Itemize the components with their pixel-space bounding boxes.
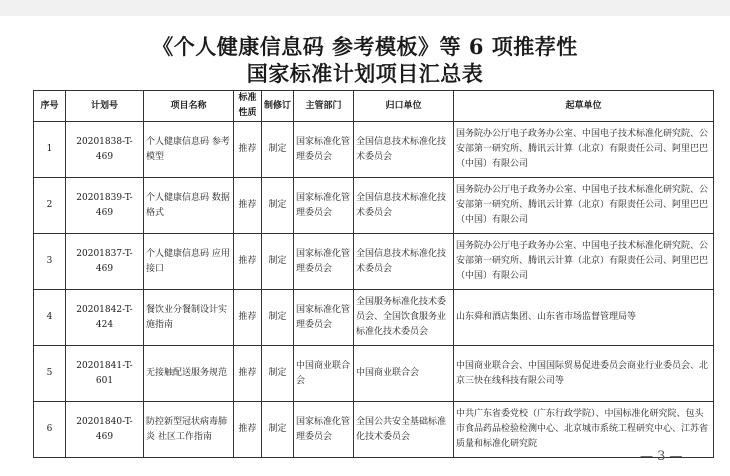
cell-plan: 20201841-T-601	[66, 346, 144, 402]
cell-plan: 20201838-T-469	[66, 122, 144, 178]
cell-nature: 推荐	[234, 234, 262, 290]
cell-revision: 制定	[262, 402, 294, 458]
page-number: — 3 —	[640, 449, 683, 464]
col-header-revision: 制修订	[262, 91, 294, 122]
col-header-plan: 计划号	[66, 91, 144, 122]
cell-no: 5	[34, 346, 66, 402]
cell-plan: 20201837-T-469	[66, 234, 144, 290]
cell-nature: 推荐	[234, 346, 262, 402]
cell-dept: 国家标准化管理委员会	[294, 234, 354, 290]
cell-drafters: 山东舜和酒店集团、山东省市场监督管理局等	[454, 290, 714, 346]
table-row	[34, 346, 714, 402]
cell-revision: 制定	[262, 234, 294, 290]
cell-revision: 制定	[262, 178, 294, 234]
cell-unit: 全国信息技术标准化技术委员会	[354, 234, 454, 290]
cell-nature: 推荐	[234, 290, 262, 346]
table-row	[34, 290, 714, 346]
table-row	[34, 234, 714, 290]
col-header-name: 项目名称	[144, 91, 234, 122]
cell-no: 1	[34, 122, 66, 178]
page-title	[0, 33, 730, 87]
col-header-nature: 标准性质	[234, 91, 262, 122]
cell-dept: 中国商业联合会	[294, 346, 354, 402]
cell-unit: 全国信息技术标准化技术委员会	[354, 122, 454, 178]
cell-nature: 推荐	[234, 122, 262, 178]
title-line-1: 《个人健康信息码 参考模板》等 6 项推荐性	[152, 34, 578, 59]
cell-nature: 推荐	[234, 402, 262, 458]
cell-nature: 推荐	[234, 178, 262, 234]
cell-no: 4	[34, 290, 66, 346]
table-row	[34, 402, 714, 458]
cell-plan: 20201840-T-469	[66, 402, 144, 458]
cell-name: 无接触配送服务规范	[144, 346, 234, 402]
cell-name: 个人健康信息码 数据格式	[144, 178, 234, 234]
cell-drafters: 中共广东省委党校（广东行政学院）、中国标准化研究院、包头市食品药品检验检测中心、北京城市系统工程研究中心、江苏省质量和标准化研究院	[454, 402, 714, 458]
summary-table	[33, 90, 714, 458]
col-header-unit: 归口单位	[354, 91, 454, 122]
col-header-no: 序号	[34, 91, 66, 122]
cell-drafters: 中国商业联合会、中国国际贸易促进委员会商业行业委员会、北京三快在线科技有限公司等	[454, 346, 714, 402]
table-row	[34, 122, 714, 178]
cell-drafters: 国务院办公厅电子政务办公室、中国电子技术标准化研究院、公安部第一研究所、腾讯云计算（北京）有限责任公司、阿里巴巴（中国）有限公司	[454, 234, 714, 290]
cell-unit: 全国公共安全基础标准化技术委员会	[354, 402, 454, 458]
cell-name: 个人健康信息码 参考模型	[144, 122, 234, 178]
col-header-drafters: 起草单位	[454, 91, 714, 122]
cell-unit: 全国信息技术标准化技术委员会	[354, 178, 454, 234]
cell-drafters: 国务院办公厅电子政务办公室、中国电子技术标准化研究院、公安部第一研究所、腾讯云计算（北京）有限责任公司、阿里巴巴（中国）有限公司	[454, 178, 714, 234]
header-row	[34, 91, 714, 122]
cell-no: 2	[34, 178, 66, 234]
cell-dept: 国家标准化管理委员会	[294, 178, 354, 234]
cell-revision: 制定	[262, 290, 294, 346]
cell-revision: 制定	[262, 122, 294, 178]
cell-plan: 20201839-T-469	[66, 178, 144, 234]
cell-name: 个人健康信息码 应用接口	[144, 234, 234, 290]
cell-unit: 中国商业联合会	[354, 346, 454, 402]
cell-unit: 全国服务标准化技术委员会、全国饮食服务业标准化技术委员会	[354, 290, 454, 346]
cell-no: 3	[34, 234, 66, 290]
title-line-2: 国家标准计划项目汇总表	[246, 61, 484, 86]
table-row	[34, 178, 714, 234]
cell-name: 防控新型冠状病毒肺炎 社区工作指南	[144, 402, 234, 458]
cell-plan: 20201842-T-424	[66, 290, 144, 346]
cell-dept: 国家标准化管理委员会	[294, 402, 354, 458]
col-header-dept: 主管部门	[294, 91, 354, 122]
cell-no: 6	[34, 402, 66, 458]
cell-revision: 制定	[262, 346, 294, 402]
cell-dept: 国家标准化管理委员会	[294, 122, 354, 178]
cell-dept: 国家标准化管理委员会	[294, 290, 354, 346]
cell-drafters: 国务院办公厅电子政务办公室、中国电子技术标准化研究院、公安部第一研究所、腾讯云计算（北京）有限责任公司、阿里巴巴（中国）有限公司	[454, 122, 714, 178]
scan-top-band	[0, 0, 730, 16]
cell-name: 餐饮业分餐制设计实施指南	[144, 290, 234, 346]
